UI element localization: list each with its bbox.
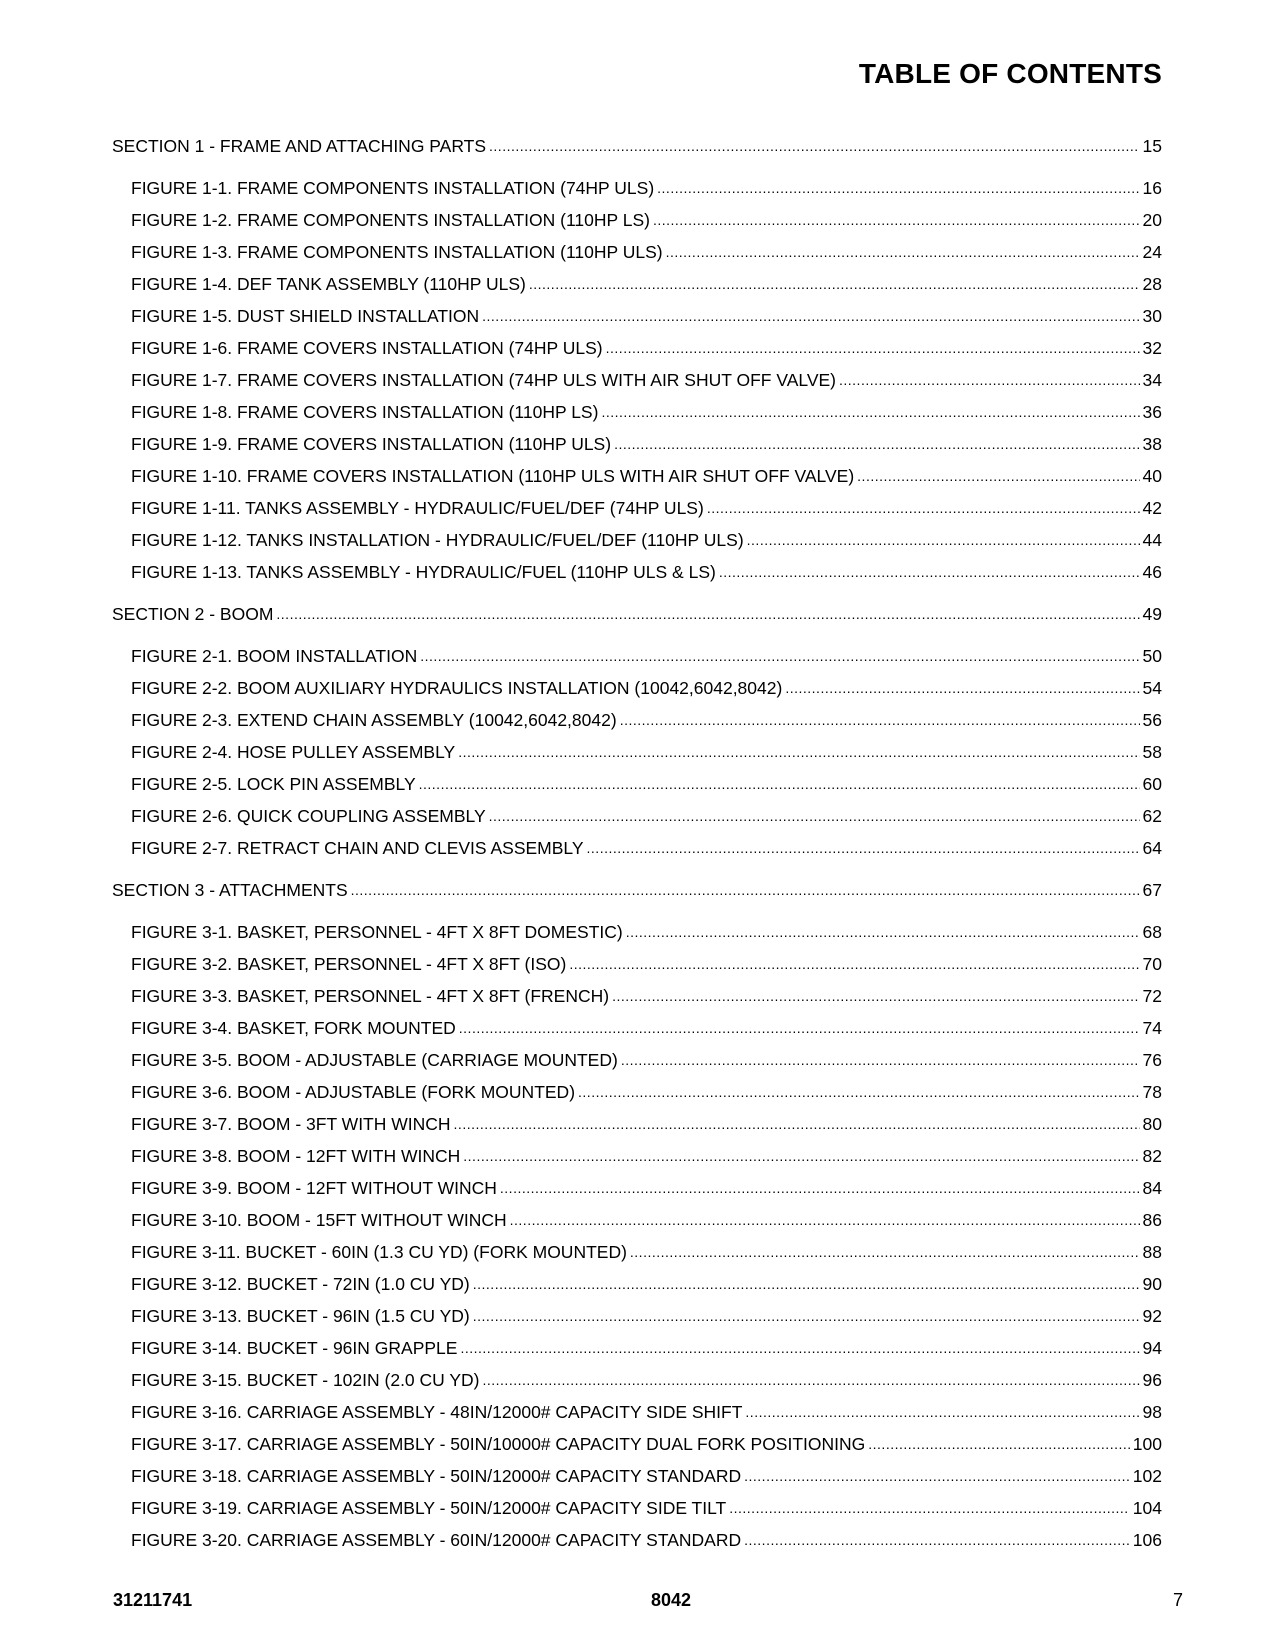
toc-figure-label: FIGURE 2-3. EXTEND CHAIN ASSEMBLY (10042,6042,8042) (131, 710, 617, 730)
footer-page-number: 7 (1172, 1590, 1183, 1610)
toc-figure-entry[interactable] (112, 1460, 1162, 1492)
toc-dot-leader (460, 1331, 1139, 1364)
toc-figure-entry[interactable] (112, 1524, 1162, 1556)
toc-figure-entry[interactable] (112, 172, 1162, 204)
toc-dot-leader (489, 799, 1140, 832)
toc-figure-entry[interactable] (112, 396, 1162, 428)
toc-dot-leader (653, 203, 1140, 236)
toc-figure-label: FIGURE 2-6. QUICK COUPLING ASSEMBLY (131, 806, 486, 826)
toc-figure-entry[interactable] (112, 300, 1162, 332)
toc-dot-leader (612, 979, 1139, 1012)
toc-dot-leader (276, 597, 1139, 630)
toc-figure-entry[interactable] (112, 1204, 1162, 1236)
toc-page-number: 54 (1142, 678, 1162, 698)
toc-figure-entry[interactable] (112, 1364, 1162, 1396)
toc-page-number: 60 (1142, 774, 1162, 794)
toc-page-number: 98 (1142, 1402, 1162, 1422)
toc-figure-label: FIGURE 3-19. CARRIAGE ASSEMBLY - 50IN/12000# CAPACITY SIDE TILT (131, 1498, 727, 1518)
toc-figure-entry[interactable] (112, 672, 1162, 704)
toc-figure-entry[interactable] (112, 492, 1162, 524)
toc-figure-entry[interactable] (112, 428, 1162, 460)
toc-figure-label: FIGURE 3-18. CARRIAGE ASSEMBLY - 50IN/12000# CAPACITY STANDARD (131, 1466, 742, 1486)
toc-dot-leader (839, 363, 1140, 396)
toc-section-label: SECTION 1 - FRAME AND ATTACHING PARTS (112, 136, 487, 156)
toc-figure-entry[interactable] (112, 640, 1162, 672)
toc-figure-entry[interactable] (112, 1172, 1162, 1204)
toc-page-number: 84 (1142, 1178, 1162, 1198)
toc-dot-leader (729, 1491, 1130, 1524)
toc-figure-label: FIGURE 3-6. BOOM - ADJUSTABLE (FORK MOUNTED) (131, 1082, 576, 1102)
toc-figure-label: FIGURE 1-7. FRAME COVERS INSTALLATION (74HP ULS WITH AIR SHUT OFF VALVE) (131, 370, 836, 390)
toc-figure-entry[interactable] (112, 1492, 1162, 1524)
toc-dot-leader (510, 1203, 1140, 1236)
toc-figure-entry[interactable] (112, 948, 1162, 980)
toc-page-number: 30 (1142, 306, 1162, 326)
toc-figure-label: FIGURE 2-1. BOOM INSTALLATION (131, 646, 418, 666)
toc-dot-leader (420, 639, 1139, 672)
toc-page-number: 72 (1142, 986, 1162, 1006)
toc-figure-label: FIGURE 3-10. BOOM - 15FT WITHOUT WINCH (131, 1210, 507, 1230)
toc-figure-label: FIGURE 3-11. BUCKET - 60IN (1.3 CU YD) (FORK MOUNTED) (131, 1242, 627, 1262)
toc-figure-label: FIGURE 1-8. FRAME COVERS INSTALLATION (110HP LS) (131, 402, 599, 422)
toc-dot-leader (458, 735, 1139, 768)
toc-figure-entry[interactable] (112, 1396, 1162, 1428)
toc-dot-leader (489, 129, 1140, 162)
footer-model: 8042 (651, 1590, 692, 1610)
toc-figure-label: FIGURE 3-12. BUCKET - 72IN (1.0 CU YD) (131, 1274, 470, 1294)
toc-figure-label: FIGURE 2-4. HOSE PULLEY ASSEMBLY (131, 742, 456, 762)
toc-figure-label: FIGURE 3-8. BOOM - 12FT WITH WINCH (131, 1146, 461, 1166)
toc-page-number: 40 (1142, 466, 1162, 486)
toc-figure-entry[interactable] (112, 364, 1162, 396)
toc-figure-entry[interactable] (112, 268, 1162, 300)
toc-figure-entry[interactable] (112, 916, 1162, 948)
toc-dot-leader (707, 491, 1140, 524)
toc-page-number: 34 (1142, 370, 1162, 390)
toc-dot-leader (744, 1459, 1130, 1492)
toc-dot-leader (482, 299, 1139, 332)
toc-page-number: 74 (1142, 1018, 1162, 1038)
toc-dot-leader (351, 873, 1140, 906)
toc-page-number: 86 (1142, 1210, 1162, 1230)
toc-figure-label: FIGURE 3-16. CARRIAGE ASSEMBLY - 48IN/12000# CAPACITY SIDE SHIFT (131, 1402, 743, 1422)
toc-figure-entry[interactable] (112, 204, 1162, 236)
toc-page-number: 76 (1142, 1050, 1162, 1070)
toc-dot-leader (454, 1107, 1140, 1140)
toc-page-number: 82 (1142, 1146, 1162, 1166)
toc-figure-entry[interactable] (112, 1044, 1162, 1076)
toc-figure-entry[interactable] (112, 1268, 1162, 1300)
toc-dot-leader (587, 831, 1140, 864)
toc-section-label: SECTION 2 - BOOM (112, 604, 274, 624)
toc-figure-label: FIGURE 3-1. BASKET, PERSONNEL - 4FT X 8FT DOMESTIC) (131, 922, 623, 942)
toc-figure-entry[interactable] (112, 1428, 1162, 1460)
toc-figure-label: FIGURE 1-10. FRAME COVERS INSTALLATION (110HP ULS WITH AIR SHUT OFF VALVE) (131, 466, 855, 486)
toc-dot-leader (719, 555, 1140, 588)
toc-figure-label: FIGURE 2-5. LOCK PIN ASSEMBLY (131, 774, 416, 794)
toc-page-number: 104 (1132, 1498, 1162, 1518)
toc-section-entry[interactable] (112, 130, 1162, 162)
toc-page-number: 64 (1142, 838, 1162, 858)
toc-page-number: 94 (1142, 1338, 1162, 1358)
toc-dot-leader (666, 235, 1140, 268)
toc-page-number: 100 (1132, 1434, 1162, 1454)
toc-page-number: 38 (1142, 434, 1162, 454)
toc-figure-label: FIGURE 3-9. BOOM - 12FT WITHOUT WINCH (131, 1178, 497, 1198)
toc-dot-leader (578, 1075, 1140, 1108)
toc-figure-label: FIGURE 3-7. BOOM - 3FT WITH WINCH (131, 1114, 451, 1134)
toc-dot-leader (785, 671, 1139, 704)
toc-figure-label: FIGURE 2-7. RETRACT CHAIN AND CLEVIS ASSEMBLY (131, 838, 584, 858)
toc-dot-leader (657, 171, 1139, 204)
toc-dot-leader (500, 1171, 1140, 1204)
toc-dot-leader (419, 767, 1140, 800)
toc-figure-label: FIGURE 3-3. BASKET, PERSONNEL - 4FT X 8FT (FRENCH) (131, 986, 610, 1006)
toc-page-number: 56 (1142, 710, 1162, 730)
toc-figure-entry[interactable] (112, 980, 1162, 1012)
toc-figure-entry[interactable] (112, 332, 1162, 364)
toc-section-label: SECTION 3 - ATTACHMENTS (112, 880, 348, 900)
toc-dot-leader (473, 1299, 1140, 1332)
page-footer (113, 1590, 1183, 1618)
toc-page-number: 32 (1142, 338, 1162, 358)
toc-page-number: 50 (1142, 646, 1162, 666)
toc-page-number: 102 (1132, 1466, 1162, 1486)
toc-dot-leader (621, 1043, 1140, 1076)
toc-page-number: 106 (1132, 1530, 1162, 1550)
toc-page-number: 62 (1142, 806, 1162, 826)
toc-figure-label: FIGURE 1-6. FRAME COVERS INSTALLATION (74HP ULS) (131, 338, 603, 358)
footer-document-number: 31211741 (113, 1590, 193, 1610)
toc-figure-entry[interactable] (112, 460, 1162, 492)
toc-dot-leader (463, 1139, 1139, 1172)
toc-page-number: 44 (1142, 530, 1162, 550)
toc-figure-label: FIGURE 2-2. BOOM AUXILIARY HYDRAULICS INSTALLATION (10042,6042,8042) (131, 678, 783, 698)
toc-figure-label: FIGURE 1-1. FRAME COMPONENTS INSTALLATION (74HP ULS) (131, 178, 655, 198)
toc-page-number: 15 (1142, 136, 1162, 156)
toc-dot-leader (747, 523, 1140, 556)
toc-dot-leader (614, 427, 1139, 460)
toc-dot-leader (569, 947, 1139, 980)
toc-page-number: 28 (1142, 274, 1162, 294)
toc-figure-label: FIGURE 3-15. BUCKET - 102IN (2.0 CU YD) (131, 1370, 480, 1390)
toc-section-entry[interactable] (112, 598, 1162, 630)
toc-figure-label: FIGURE 3-17. CARRIAGE ASSEMBLY - 50IN/10000# CAPACITY DUAL FORK POSITIONING (131, 1434, 866, 1454)
toc-page-number: 96 (1142, 1370, 1162, 1390)
toc-figure-label: FIGURE 1-4. DEF TANK ASSEMBLY (110HP ULS) (131, 274, 526, 294)
toc-figure-label: FIGURE 3-2. BASKET, PERSONNEL - 4FT X 8FT (ISO) (131, 954, 567, 974)
toc-figure-entry[interactable] (112, 736, 1162, 768)
toc-page-number: 78 (1142, 1082, 1162, 1102)
toc-dot-leader (744, 1523, 1130, 1556)
toc-dot-leader (626, 915, 1140, 948)
toc-page-number: 42 (1142, 498, 1162, 518)
toc-page-number: 80 (1142, 1114, 1162, 1134)
toc-dot-leader (459, 1011, 1140, 1044)
toc-page-number: 49 (1142, 604, 1162, 624)
toc-figure-label: FIGURE 1-11. TANKS ASSEMBLY - HYDRAULIC/FUEL/DEF (74HP ULS) (131, 498, 704, 518)
toc-page-number: 36 (1142, 402, 1162, 422)
toc-page-number: 16 (1142, 178, 1162, 198)
toc-figure-label: FIGURE 3-5. BOOM - ADJUSTABLE (CARRIAGE MOUNTED) (131, 1050, 618, 1070)
toc-figure-label: FIGURE 1-2. FRAME COMPONENTS INSTALLATION (110HP LS) (131, 210, 650, 230)
toc-figure-entry[interactable] (112, 1140, 1162, 1172)
toc-page-number: 70 (1142, 954, 1162, 974)
toc-figure-entry[interactable] (112, 1076, 1162, 1108)
toc-page-number: 90 (1142, 1274, 1162, 1294)
toc-figure-entry[interactable] (112, 800, 1162, 832)
toc-dot-leader (745, 1395, 1139, 1428)
toc-figure-entry[interactable] (112, 704, 1162, 736)
toc-figure-label: FIGURE 1-5. DUST SHIELD INSTALLATION (131, 306, 480, 326)
toc-dot-leader (857, 459, 1139, 492)
toc-page-number: 88 (1142, 1242, 1162, 1262)
toc-figure-entry[interactable] (112, 556, 1162, 588)
toc-figure-entry[interactable] (112, 524, 1162, 556)
toc-page-number: 46 (1142, 562, 1162, 582)
toc-dot-leader (529, 267, 1140, 300)
toc-page-number: 67 (1142, 880, 1162, 900)
page-title: TABLE OF CONTENTS (858, 58, 1162, 89)
toc-dot-leader (620, 703, 1140, 736)
toc-section-entry[interactable] (112, 874, 1162, 906)
toc-page-number: 68 (1142, 922, 1162, 942)
toc-figure-entry[interactable] (112, 1012, 1162, 1044)
toc-figure-entry[interactable] (112, 1236, 1162, 1268)
toc-page-number: 58 (1142, 742, 1162, 762)
toc-figure-entry[interactable] (112, 1108, 1162, 1140)
toc-figure-label: FIGURE 3-14. BUCKET - 96IN GRAPPLE (131, 1338, 458, 1358)
toc-figure-label: FIGURE 3-20. CARRIAGE ASSEMBLY - 60IN/12000# CAPACITY STANDARD (131, 1530, 742, 1550)
toc-dot-leader (482, 1363, 1139, 1396)
toc-figure-label: FIGURE 3-13. BUCKET - 96IN (1.5 CU YD) (131, 1306, 470, 1326)
toc-figure-label: FIGURE 3-4. BASKET, FORK MOUNTED (131, 1018, 456, 1038)
toc-dot-leader (601, 395, 1139, 428)
toc-page-number: 92 (1142, 1306, 1162, 1326)
toc-dot-leader (606, 331, 1140, 364)
toc-figure-entry[interactable] (112, 768, 1162, 800)
toc-figure-label: FIGURE 1-13. TANKS ASSEMBLY - HYDRAULIC/FUEL (110HP ULS & LS) (131, 562, 716, 582)
toc-figure-label: FIGURE 1-9. FRAME COVERS INSTALLATION (110HP ULS) (131, 434, 612, 454)
toc-figure-entry[interactable] (112, 1300, 1162, 1332)
toc-page-number: 20 (1142, 210, 1162, 230)
toc-dot-leader (868, 1427, 1130, 1460)
toc-figure-entry[interactable] (112, 832, 1162, 864)
toc-dot-leader (473, 1267, 1140, 1300)
toc-figure-entry[interactable] (112, 1332, 1162, 1364)
toc-dot-leader (630, 1235, 1140, 1268)
toc-figure-entry[interactable] (112, 236, 1162, 268)
toc-figure-label: FIGURE 1-12. TANKS INSTALLATION - HYDRAULIC/FUEL/DEF (110HP ULS) (131, 530, 744, 550)
table-of-contents (112, 130, 1162, 1556)
toc-page-number: 24 (1142, 242, 1162, 262)
toc-figure-label: FIGURE 1-3. FRAME COMPONENTS INSTALLATION (110HP ULS) (131, 242, 663, 262)
